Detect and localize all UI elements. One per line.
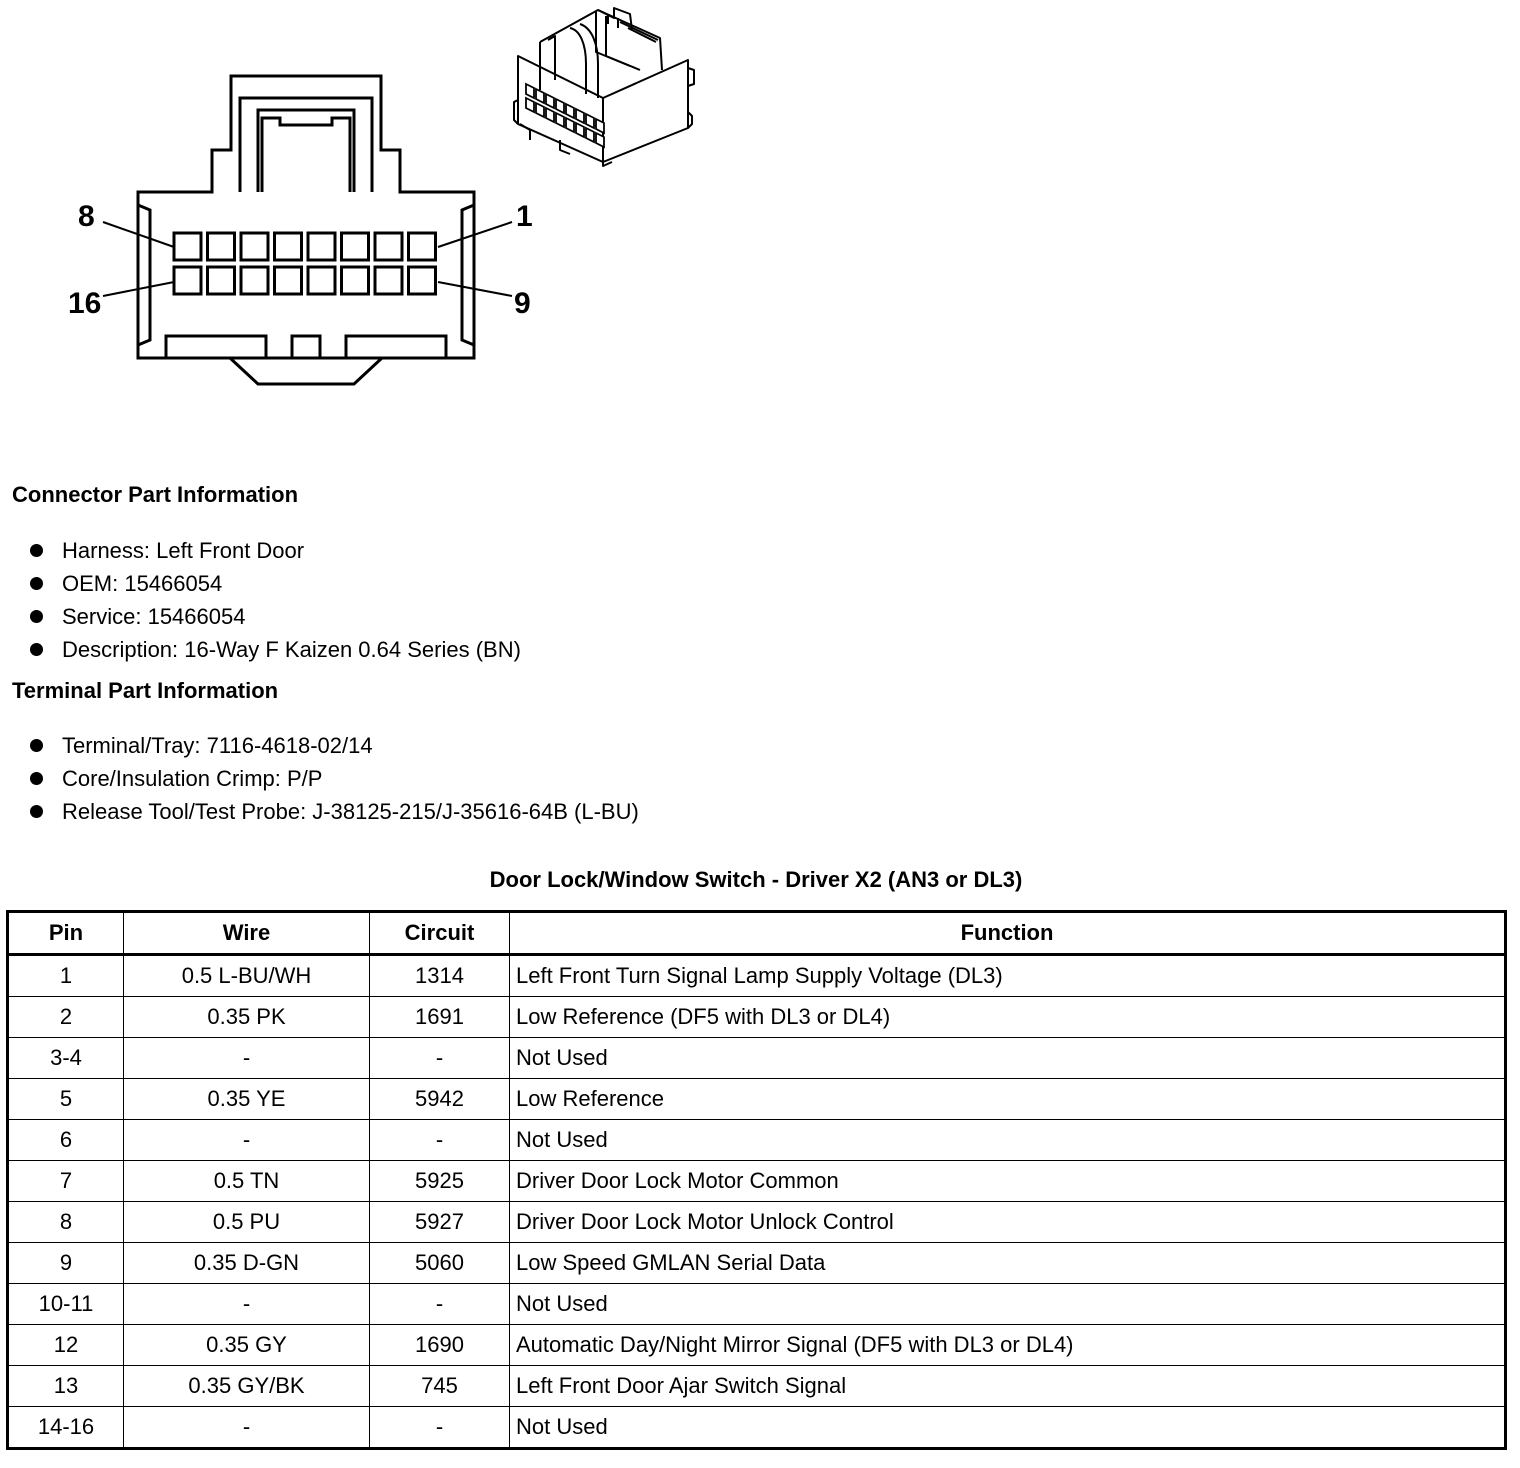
- isometric-cavity: [586, 128, 594, 142]
- terminal-cavity: [208, 233, 235, 260]
- cell-wire: -: [124, 1120, 370, 1161]
- terminal-info-crimp: [30, 762, 639, 795]
- table-row: [8, 955, 1506, 997]
- cell-circuit: 1691: [370, 997, 510, 1038]
- terminal-cavity: [342, 233, 369, 260]
- isometric-cavity: [566, 104, 574, 118]
- terminal-part-info-list: [30, 729, 639, 828]
- bullet-icon: [30, 643, 43, 656]
- terminal-cavity: [375, 233, 402, 260]
- connector-part-info-list: [30, 534, 521, 666]
- terminal-cavity: [409, 233, 436, 260]
- cell-circuit: 745: [370, 1366, 510, 1407]
- isometric-cavity: [526, 98, 534, 112]
- terminal-cavity: [241, 233, 268, 260]
- cell-circuit: 5942: [370, 1079, 510, 1120]
- latch-inner: [258, 110, 354, 192]
- connector-body-outline: [138, 76, 474, 358]
- table-row: [8, 1202, 1506, 1243]
- pinout-table-title: Door Lock/Window Switch - Driver X2 (AN3 or DL3): [489, 867, 1023, 892]
- terminal-cavity: [241, 267, 268, 294]
- terminal-info-tray-text: Terminal/Tray: 7116-4618-02/14: [62, 733, 373, 758]
- isometric-cavity: [556, 113, 564, 127]
- cell-pin: 2: [8, 997, 124, 1038]
- cell-wire: 0.35 D-GN: [124, 1243, 370, 1284]
- cell-circuit: -: [370, 1407, 510, 1449]
- terminal-info-tray: [30, 729, 639, 762]
- cell-wire: -: [124, 1038, 370, 1079]
- cell-pin: 10-11: [8, 1284, 124, 1325]
- cell-wire: 0.35 PK: [124, 997, 370, 1038]
- isometric-cavity: [586, 114, 594, 128]
- connector-info-description-text: Description: 16-Way F Kaizen 0.64 Series (BN): [62, 637, 521, 662]
- cell-function: Low Reference: [510, 1079, 1506, 1120]
- cell-function: Not Used: [510, 1038, 1506, 1079]
- terminal-cavity: [174, 233, 201, 260]
- connector-foot-left: [166, 336, 266, 358]
- cell-circuit: -: [370, 1038, 510, 1079]
- cell-function: Not Used: [510, 1120, 1506, 1161]
- connector-notch-right: [462, 205, 474, 345]
- isometric-cavity: [556, 99, 564, 113]
- connector-info-oem-text: OEM: 15466054: [62, 571, 223, 596]
- cell-function: Low Speed GMLAN Serial Data: [510, 1243, 1506, 1284]
- pinout-table: [6, 910, 1507, 1450]
- table-header-row: [8, 912, 1506, 955]
- terminal-cavity: [308, 267, 335, 294]
- bullet-icon: [30, 577, 43, 590]
- latch-housing: [240, 98, 372, 192]
- table-row: [8, 1407, 1506, 1449]
- cell-wire: 0.5 TN: [124, 1161, 370, 1202]
- connector-foot-center: [292, 336, 320, 358]
- terminal-cavity: [409, 267, 436, 294]
- cell-function: Left Front Turn Signal Lamp Supply Voltage (DL3): [510, 955, 1506, 997]
- bullet-icon: [30, 610, 43, 623]
- terminal-cavity: [275, 233, 302, 260]
- cell-function: Not Used: [510, 1407, 1506, 1449]
- table-row: [8, 1284, 1506, 1325]
- cell-wire: 0.5 L-BU/WH: [124, 955, 370, 997]
- latch-tab: [262, 118, 350, 192]
- connector-diagram: [0, 0, 720, 400]
- cell-pin: 12: [8, 1325, 124, 1366]
- table-row: [8, 1243, 1506, 1284]
- cell-function: Not Used: [510, 1284, 1506, 1325]
- pin-label-16: 16: [68, 287, 102, 320]
- cell-function: Driver Door Lock Motor Unlock Control: [510, 1202, 1506, 1243]
- cell-function: Low Reference (DF5 with DL3 or DL4): [510, 997, 1506, 1038]
- header-wire: Wire: [124, 912, 370, 955]
- header-function: Function: [510, 912, 1506, 955]
- terminal-info-release-tool-text: Release Tool/Test Probe: J-38125-215/J-35616-64B (L-BU): [62, 799, 639, 824]
- connector-info-service: [30, 600, 521, 633]
- pin-label-8: 8: [78, 200, 95, 233]
- connector-info-service-text: Service: 15466054: [62, 604, 246, 629]
- connector-foot-right: [346, 336, 446, 358]
- isometric-cavity: [546, 108, 554, 122]
- terminal-info-crimp-text: Core/Insulation Crimp: P/P: [62, 766, 323, 791]
- cell-wire: 0.5 PU: [124, 1202, 370, 1243]
- cell-pin: 6: [8, 1120, 124, 1161]
- pin-label-1: 1: [516, 200, 533, 233]
- cell-circuit: -: [370, 1284, 510, 1325]
- isometric-cavity: [576, 109, 584, 123]
- cell-wire: -: [124, 1284, 370, 1325]
- cell-pin: 7: [8, 1161, 124, 1202]
- isometric-cavity: [576, 123, 584, 137]
- cell-pin: 8: [8, 1202, 124, 1243]
- cell-pin: 14-16: [8, 1407, 124, 1449]
- connector-notch-left: [138, 205, 150, 345]
- cell-pin: 3-4: [8, 1038, 124, 1079]
- cell-circuit: 1690: [370, 1325, 510, 1366]
- table-row: [8, 997, 1506, 1038]
- cell-wire: 0.35 GY: [124, 1325, 370, 1366]
- cell-function: Driver Door Lock Motor Common: [510, 1161, 1506, 1202]
- pin-label-9: 9: [514, 287, 531, 320]
- terminal-cavity: [275, 267, 302, 294]
- isometric-cavity: [536, 103, 544, 117]
- cell-wire: -: [124, 1407, 370, 1449]
- isometric-cavity: [536, 89, 544, 103]
- table-row: [8, 1161, 1506, 1202]
- cell-pin: 9: [8, 1243, 124, 1284]
- isometric-cavity: [546, 94, 554, 108]
- cell-wire: 0.35 YE: [124, 1079, 370, 1120]
- connector-info-harness-text: Harness: Left Front Door: [62, 538, 305, 563]
- terminal-cavity: [308, 233, 335, 260]
- header-circuit: Circuit: [370, 912, 510, 955]
- table-row: [8, 1120, 1506, 1161]
- terminal-cavity: [208, 267, 235, 294]
- terminal-cavity-grid: [174, 233, 436, 294]
- header-pin: Pin: [8, 912, 124, 955]
- cell-function: Left Front Door Ajar Switch Signal: [510, 1366, 1506, 1407]
- terminal-part-info-heading: Terminal Part Information: [12, 678, 279, 703]
- bullet-icon: [30, 805, 43, 818]
- isometric-cavity: [566, 118, 574, 132]
- table-row: [8, 1325, 1506, 1366]
- cell-circuit: 5060: [370, 1243, 510, 1284]
- connector-bottom-key: [230, 358, 382, 384]
- cell-wire: 0.35 GY/BK: [124, 1366, 370, 1407]
- connector-part-info-heading: Connector Part Information: [12, 482, 299, 507]
- cell-pin: 5: [8, 1079, 124, 1120]
- terminal-cavity: [342, 267, 369, 294]
- terminal-info-release-tool: [30, 795, 639, 828]
- bullet-icon: [30, 739, 43, 752]
- cell-pin: 13: [8, 1366, 124, 1407]
- cell-circuit: 5927: [370, 1202, 510, 1243]
- terminal-cavity: [174, 267, 201, 294]
- connector-info-oem: [30, 567, 521, 600]
- cell-circuit: 5925: [370, 1161, 510, 1202]
- isometric-cavity: [526, 84, 534, 98]
- table-row: [8, 1366, 1506, 1407]
- cell-function: Automatic Day/Night Mirror Signal (DF5 with DL3 or DL4): [510, 1325, 1506, 1366]
- table-row: [8, 1079, 1506, 1120]
- connector-info-description: [30, 633, 521, 666]
- cell-pin: 1: [8, 955, 124, 997]
- table-row: [8, 1038, 1506, 1079]
- connector-info-harness: [30, 534, 521, 567]
- terminal-cavity: [375, 267, 402, 294]
- cell-circuit: -: [370, 1120, 510, 1161]
- bullet-icon: [30, 772, 43, 785]
- cell-circuit: 1314: [370, 955, 510, 997]
- bullet-icon: [30, 544, 43, 557]
